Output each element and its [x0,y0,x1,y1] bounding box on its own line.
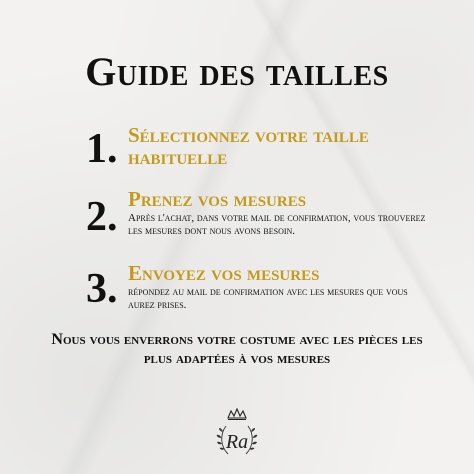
step-description: Après l'achat, dans votre mail de confirmation, vous trouverez les mesures dont nous avons besoin. [128,212,426,237]
footer-message: Nous vous enverrons votre costume avec les pièces les plus adaptées à vos mesures [51,331,423,367]
svg-text:Ra: Ra [225,431,249,453]
step-number: 3. [86,266,118,312]
crown-monogram-logo-svg [212,408,262,464]
step-text [128,262,428,312]
page-title: Guide des tailles [85,49,389,94]
step-description: répondez au mail de confirmation avec les mesures que vous aurez prises. [128,286,408,311]
step-heading: Envoyez vos mesures [128,261,320,285]
step-number: 1. [86,126,118,172]
crown-monogram-logo [212,408,262,464]
step-heading: Prenez vos mesures [128,187,307,211]
step-number: 2. [86,194,118,240]
step-text [128,124,428,168]
step-heading: Sélectionnez votre taille habituelle [128,123,369,169]
step-text [128,188,428,238]
